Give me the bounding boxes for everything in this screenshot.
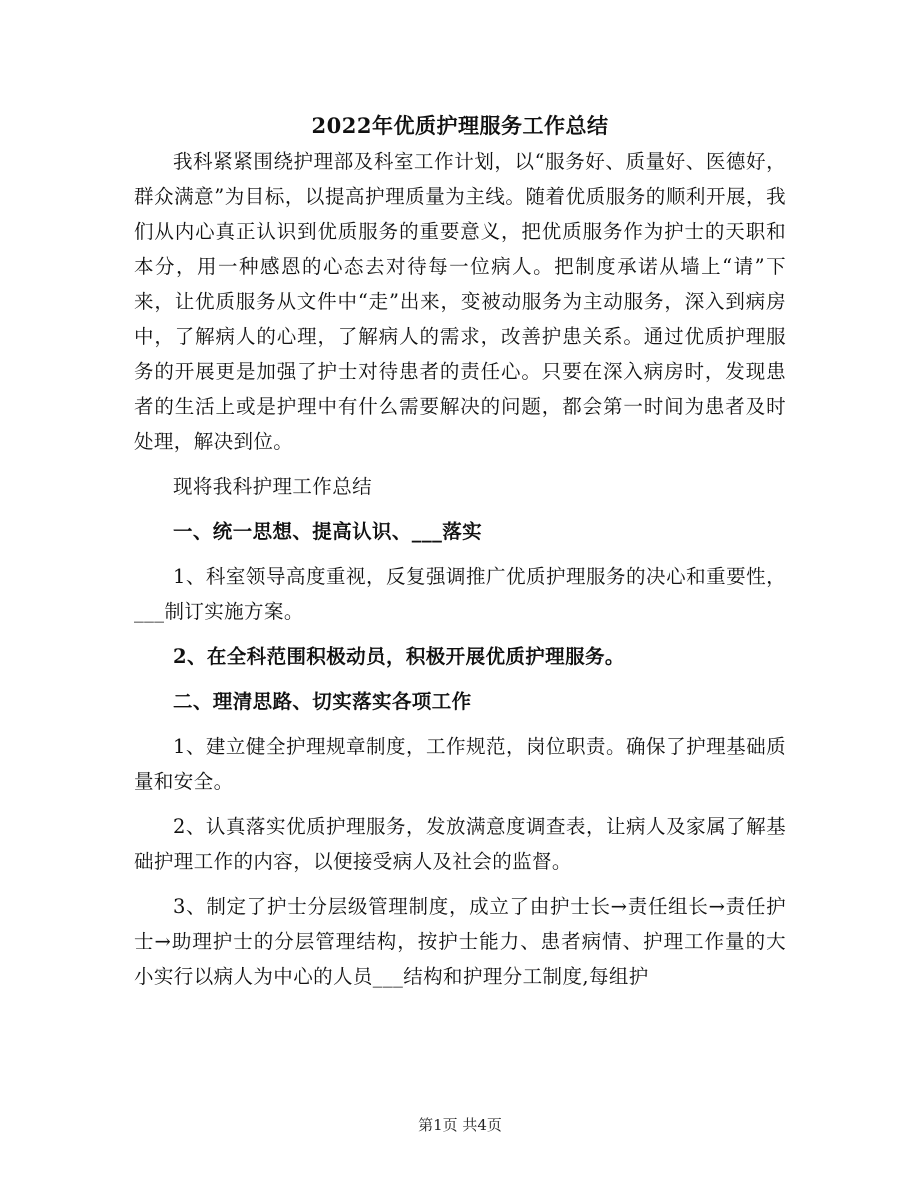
summary-lead-paragraph: 现将我科护理工作总结 bbox=[173, 475, 373, 498]
document-body bbox=[134, 144, 786, 994]
section-1-item-1: 1、科室领导高度重视，反复强调推广优质护理服务的决心和重要性，___制订实施方案。 bbox=[134, 565, 786, 623]
section-1-item-2: 2、在全科范围积极动员，积极开展优质护理服务。 bbox=[173, 645, 625, 668]
section-heading-1: 一、统一思想、提高认识、___落实 bbox=[173, 520, 483, 543]
section-heading-2: 二、理清思路、切实落实各项工作 bbox=[173, 690, 472, 713]
page-number-footer: 第1页 共4页 bbox=[418, 1116, 502, 1134]
intro-paragraph: 我科紧紧围绕护理部及科室工作计划，以“服务好、质量好、医德好，群众满意”为目标，以提高护理质量为主线。随着优质服务的顺利开展，我们从内心真正认识到优质服务的重要意义，把优质服务作为护士的天职和本分，用一种感恩的心态去对待每一位病人。把制度承诺从墙上“请”下来，让优质服务从文件中“走”出来，变被动服务为主动服务，深入到病房中，了解病人的心理，了解病人的需求，改善护患关系。通过优质护理服务的开展更是加强了护士对待患者的责任心。只要在深入病房时，发现患者的生活上或是护理中有什么需要解决的问题，都会第一时间为患者及时处理，解决到位。 bbox=[134, 150, 786, 453]
section-2-item-1: 1、建立健全护理规章制度，工作规范，岗位职责。确保了护理基础质量和安全。 bbox=[134, 735, 786, 793]
section-2-item-3: 3、制定了护士分层级管理制度，成立了由护士长→责任组长→责任护士→助理护士的分层管理结构，按护士能力、患者病情、护理工作量的大小实行以病人为中心的人员___结构和护理分工制度,每组护 bbox=[134, 895, 786, 988]
document-title: 2022年优质护理服务工作总结 bbox=[311, 113, 609, 138]
section-2-item-2: 2、认真落实优质护理服务，发放满意度调查表，让病人及家属了解基础护理工作的内容，以便接受病人及社会的监督。 bbox=[134, 815, 786, 873]
